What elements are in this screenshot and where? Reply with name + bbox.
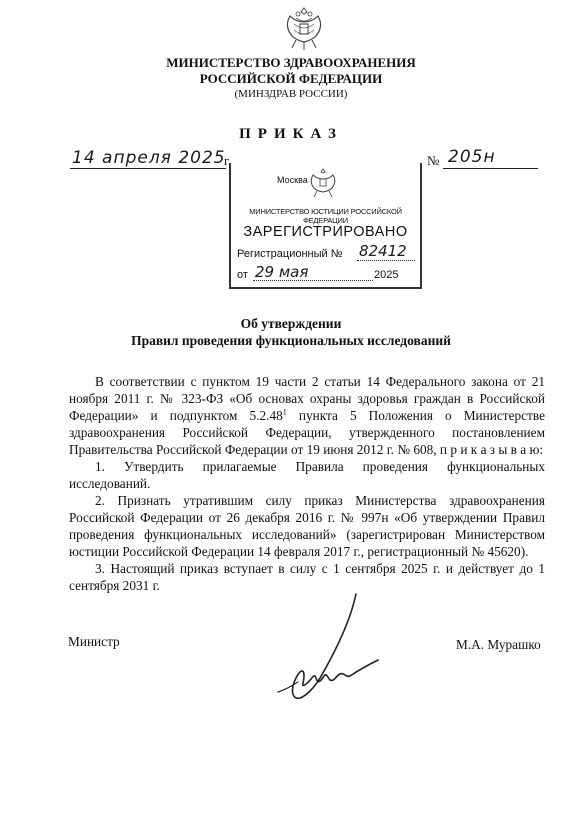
ministry-name-line2: РОССИЙСКОЙ ФЕДЕРАЦИИ: [199, 71, 383, 86]
signatory-position: Министр: [68, 634, 120, 649]
preamble-paragraph: [69, 373, 545, 458]
preamble-text-start: В соответствии с пунктом 19 части 2 статьи 14 Федерального закона от 21 ноября 2011 г. № 323-ФЗ «Об основах охраны здоровья граждан в Российской Федерации» и подпунктом 5.2.48: [69, 374, 545, 423]
clause-2: 2. Признать утратившим силу приказ Министерства здравоохранения Российской Федерации от 26 декабря 2016 г. № 997н «Об утверждении Правил проведения функциональных исследований» (зарегистрирован Министерством юстиции Российской Федерации 14 февраля 2017 г., регистрационный № 45620).: [69, 493, 545, 559]
stamp-reg-number-line: [357, 260, 415, 261]
stamp-date-line: [253, 280, 373, 281]
clause-1: 1. Утвердить прилагаемые Правила проведения функциональных исследований.: [69, 459, 545, 491]
stamp-reg-number-label: Регистрационный №: [237, 248, 343, 260]
preamble-text-end: пункта 5 Положения о Министерстве здравоохранения Российской Федерации, утвержденного постановлением Правительства Российской Федерации от 19 июня 2012 г. № 608, п р и к а з ы в а ю:: [69, 408, 545, 457]
footnote-mark: 1: [282, 407, 287, 417]
subject-line1: Об утверждении: [240, 316, 342, 331]
signature-icon: [270, 592, 400, 704]
clause-3: 3. Настоящий приказ вступает в силу с 1 сентября 2025 г. и действует до 1 сентября 2031 г.: [69, 561, 545, 593]
signatory-name: М.А. Мурашко: [456, 637, 541, 652]
order-number-line: [443, 168, 538, 169]
order-number-handwritten: 205н: [448, 147, 496, 167]
stamp-reg-number-handwritten: 82412: [359, 242, 407, 260]
registration-stamp: [229, 163, 422, 289]
order-number-label: №: [427, 153, 440, 168]
coat-of-arms-icon: [282, 4, 326, 54]
stamp-date-handwritten: 29 мая: [255, 263, 309, 281]
order-date-suffix: г.: [224, 153, 232, 168]
order-body: [69, 373, 545, 594]
order-date-handwritten: 14 апреля 2025: [72, 148, 226, 168]
stamp-registered-label: ЗАРЕГИСТРИРОВАНО: [243, 224, 408, 240]
ministry-name-line1: МИНИСТЕРСТВО ЗДРАВООХРАНЕНИЯ: [166, 55, 416, 70]
stamp-year: 2025: [374, 269, 399, 281]
stamp-city: Москва: [277, 175, 308, 185]
subject-line2: Правил проведения функциональных исследований: [131, 333, 451, 348]
ministry-short-name: (МИНЗДРАВ РОССИИ): [234, 88, 348, 100]
stamp-coat-of-arms-icon: [308, 167, 338, 199]
order-title: ПРИКАЗ: [239, 126, 343, 142]
stamp-date-prefix: от: [237, 269, 248, 281]
stamp-ministry: МИНИСТЕРСТВО ЮСТИЦИИ РОССИЙСКОЙ ФЕДЕРАЦИИ: [249, 207, 402, 225]
order-date-line: [70, 168, 226, 169]
